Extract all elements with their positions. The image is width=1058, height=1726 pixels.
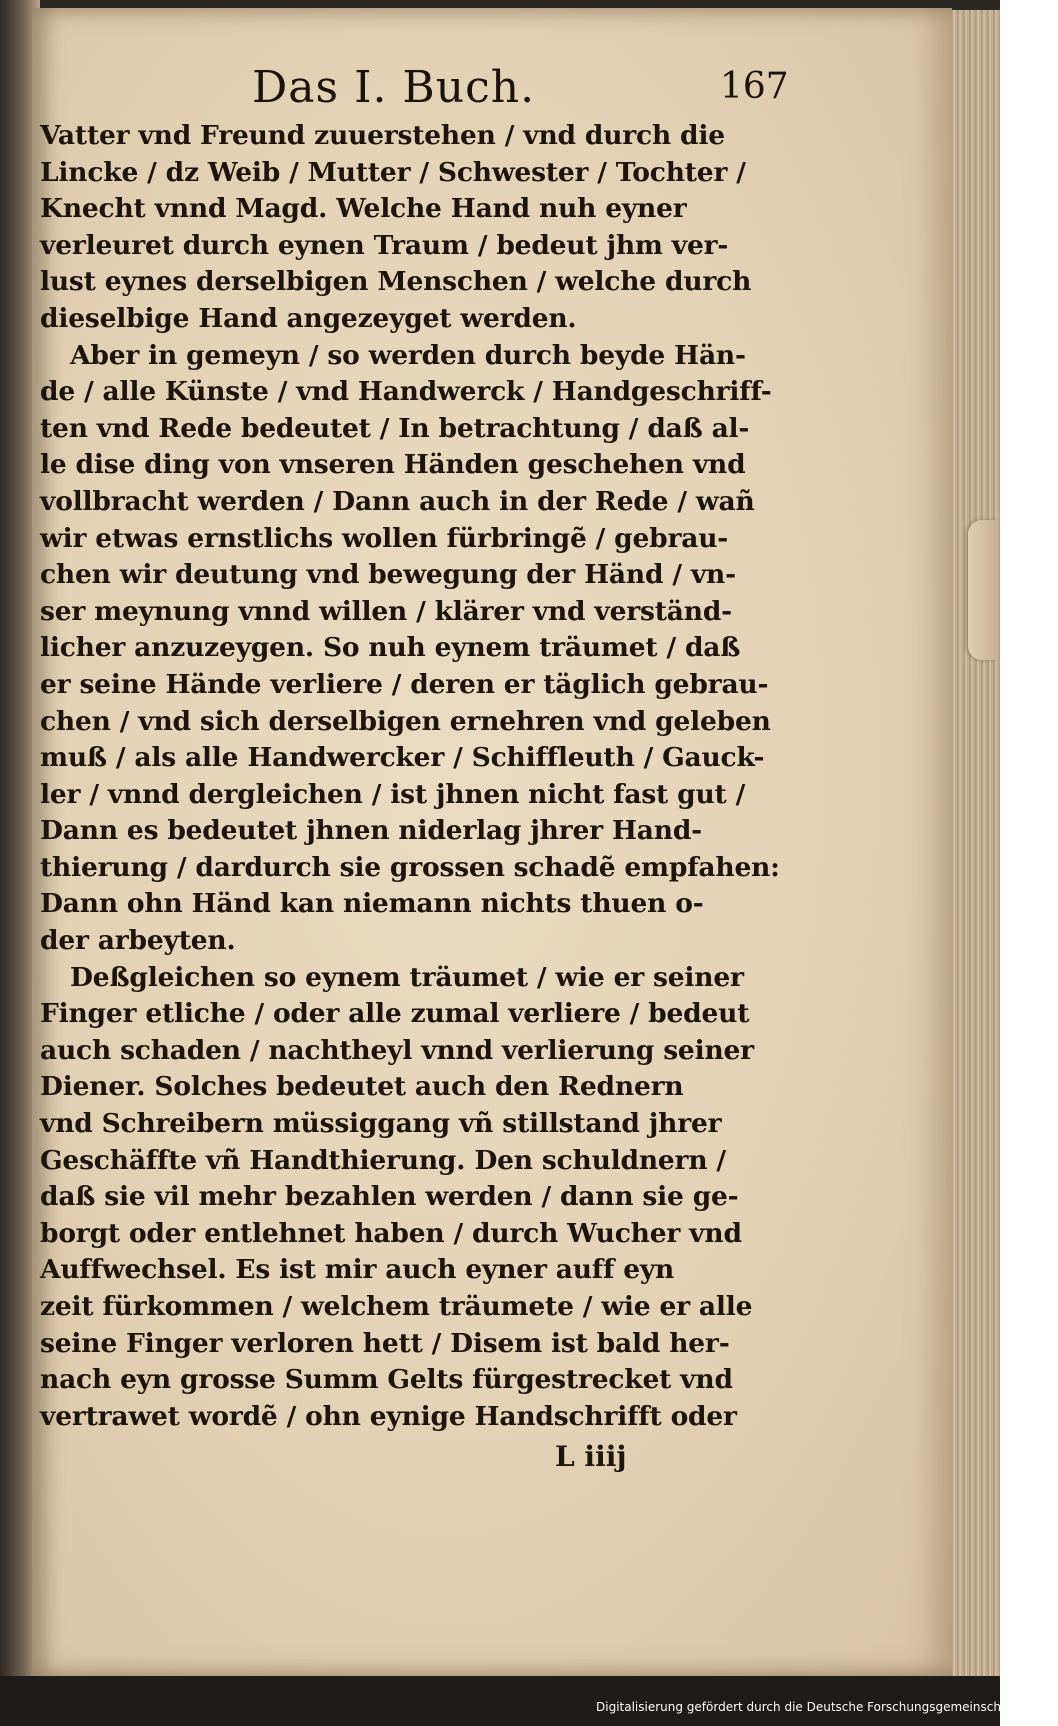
text-line: ser meynung vnnd willen / klärer vnd verständ- (40, 595, 732, 627)
text-line: Lincke / dz Weib / Mutter / Schwester / Tochter / (40, 156, 746, 188)
text-line: muß / als alle Handwercker / Schiffleuth / Gauck- (40, 742, 765, 774)
text-line: Diener. Solches bedeutet auch den Rednern (40, 1071, 684, 1103)
text-line: vertrawet wordẽ / ohn eynige Handschrifft oder (40, 1400, 737, 1432)
text-line: Deßgleichen so eynem träumet / wie er seiner (70, 961, 744, 993)
text-line: Dann ohn Händ kan niemann nichts thuen o- (40, 888, 704, 920)
text-line: seine Finger verloren hett / Disem ist bald her- (40, 1327, 730, 1359)
text-line: dieselbige Hand angezeyget werden. (40, 302, 577, 334)
page-edges (950, 10, 1000, 1680)
folio-number: 167 (720, 66, 789, 107)
text-line: Geschäffte vñ Handthierung. Den schuldnern / (40, 1144, 726, 1176)
text-line: chen / vnd sich derselbigen ernehren vnd geleben (40, 705, 771, 737)
text-line: wir etwas ernstlichs wollen fürbringẽ / gebrau- (40, 522, 729, 554)
page-tab (968, 520, 998, 660)
text-line: thierung / dardurch sie grossen schadẽ empfahen: (40, 851, 780, 883)
text-line: Knecht vnnd Magd. Welche Hand nuh eyner (40, 193, 687, 225)
text-line: ler / vnnd dergleichen / ist jhnen nicht fast gut / (40, 778, 746, 810)
text-line: verleuret durch eynen Traum / bedeut jhm ver- (40, 229, 729, 261)
running-head (0, 62, 1000, 122)
text-line: licher anzuzeygen. So nuh eynem träumet / daß (40, 632, 741, 664)
body-text (40, 118, 810, 1435)
text-line: nach eyn grosse Summ Gelts fürgestrecket vnd (40, 1364, 733, 1396)
text-line: lust eynes derselbigen Menschen / welche durch (40, 266, 752, 298)
text-line: Finger etliche / oder alle zumal verliere / bedeut (40, 998, 750, 1030)
text-line: Vatter vnd Freund zuuerstehen / vnd durch die (40, 120, 725, 151)
credit-text: Digitalisierung gefördert durch die Deutsche Forschungsgemeinschaft - (596, 1700, 1026, 1714)
text-line: ten vnd Rede bedeutet / In betrachtung / daß al- (40, 412, 750, 444)
text-line: de / alle Künste / vnd Handwerck / Handgeschriff- (40, 376, 772, 408)
text-line: vollbracht werden / Dann auch in der Rede / wañ (40, 485, 755, 517)
signature-mark: L iiij (555, 1440, 627, 1473)
text-line: chen wir deutung vnd bewegung der Händ / vn- (40, 559, 736, 591)
text-line: Auffwechsel. Es ist mir auch eyner auff eyn (40, 1254, 675, 1286)
text-line: vnd Schreibern müssiggang vñ stillstand jhrer (40, 1108, 722, 1140)
text-line: Aber in gemeyn / so werden durch beyde Hän- (70, 339, 746, 371)
dfg-logo: DFG (1029, 1702, 1058, 1715)
text-line: borgt oder entlehnet haben / durch Wucher vnd (40, 1217, 742, 1249)
text-line: le dise ding von vnseren Händen geschehen vnd (40, 449, 746, 481)
text-line: auch schaden / nachtheyl vnnd verlierung seiner (40, 1034, 754, 1066)
text-line: zeit fürkommen / welchem träumete / wie er alle (40, 1291, 753, 1322)
text-line: der arbeyten. (40, 925, 236, 957)
text-line: er seine Hände verliere / deren er täglich gebrau- (40, 668, 769, 700)
digitization-credit (596, 1700, 1058, 1715)
text-line: daß sie vil mehr bezahlen werden / dann sie ge- (40, 1181, 739, 1213)
text-line: Dann es bedeutet jhnen niderlag jhrer Hand- (40, 815, 702, 847)
page-title: Das I. Buch. (252, 62, 536, 113)
